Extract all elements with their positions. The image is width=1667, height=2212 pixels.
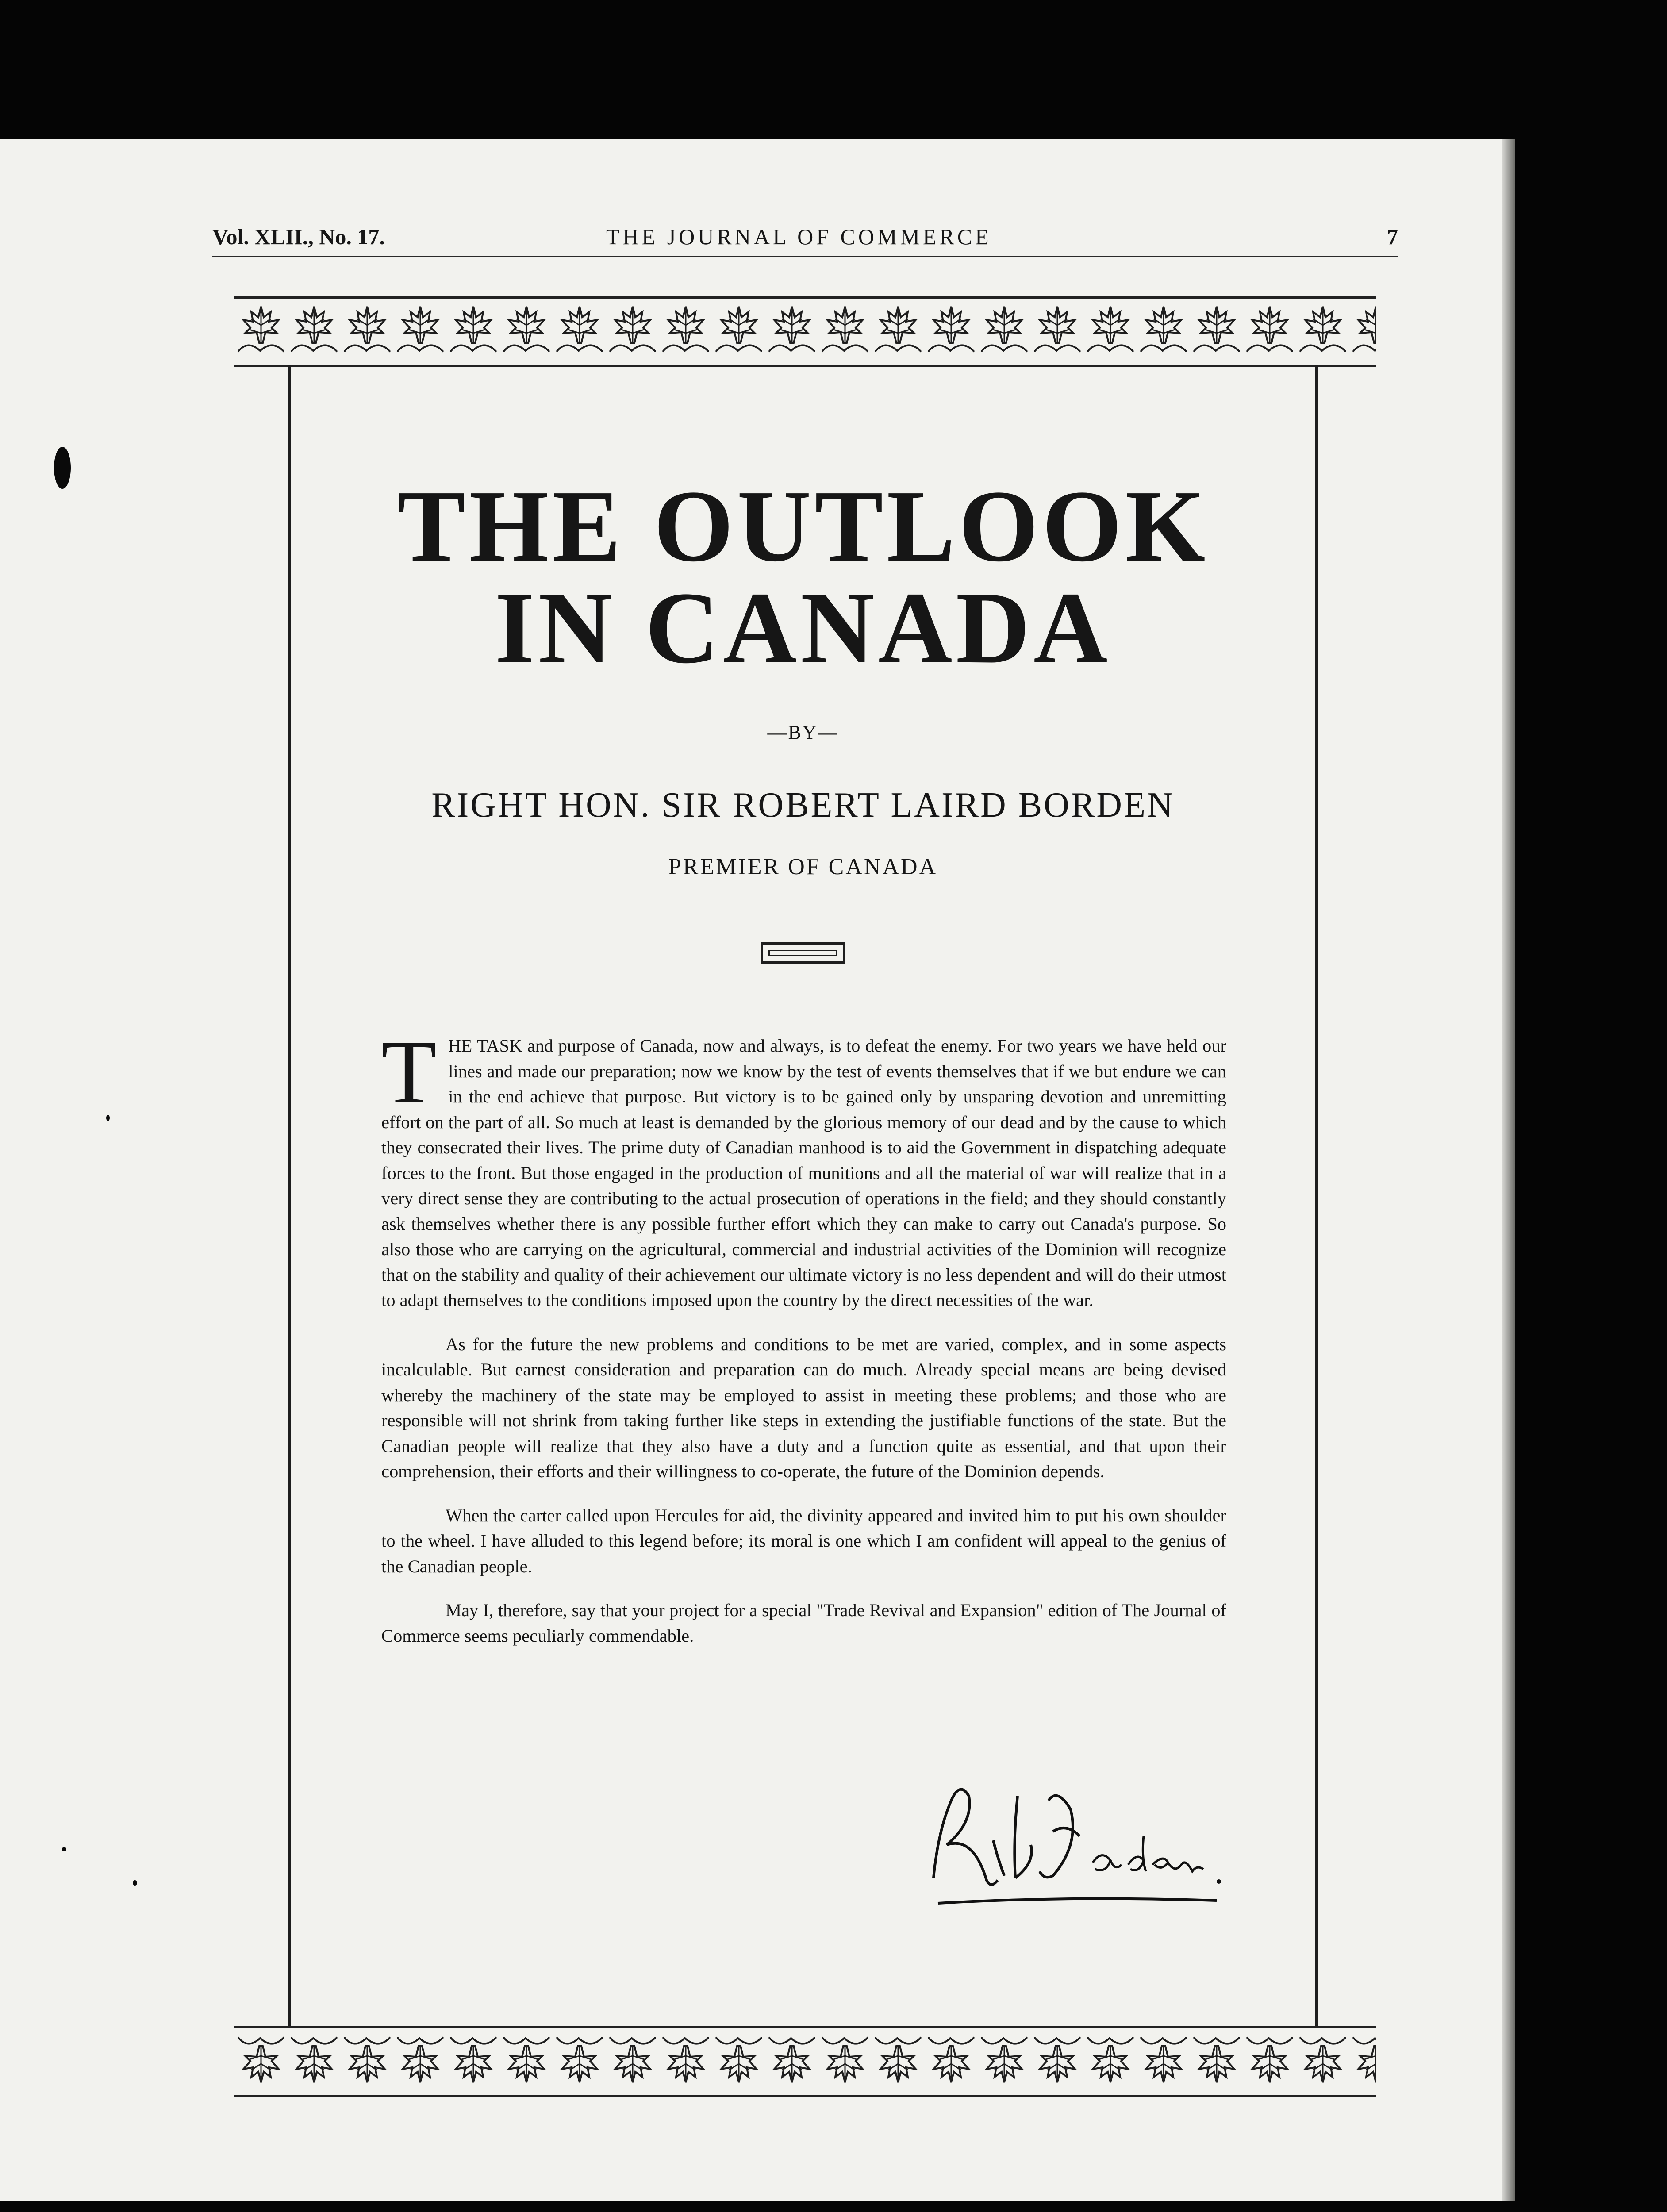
handwritten-signature (920, 1770, 1225, 1916)
page-number: 7 (1387, 224, 1398, 249)
rule-ornament-icon (761, 942, 845, 964)
maple-leaf-border-ornament-top (234, 296, 1376, 367)
maple-leaf-border-icon (234, 2028, 1376, 2090)
paragraph-1 (381, 1022, 1226, 1313)
maple-leaf-border-ornament-bottom (234, 2026, 1376, 2097)
author-title: PREMIER OF CANADA (668, 854, 938, 879)
byline-label: —BY— (767, 722, 839, 743)
signature-icon (920, 1770, 1225, 1916)
author-name: RIGHT HON. SIR ROBERT LAIRD BORDEN (431, 786, 1175, 825)
scan-speck (62, 1847, 66, 1851)
journal-title: THE JOURNAL OF COMMERCE (606, 224, 992, 249)
scan-speck (106, 1115, 110, 1121)
paragraph-4: May I, therefore, say that your project for a special "Trade Revival and Expansion" edition of The Journal of Commerce seems peculiarly commendable. (381, 1600, 1226, 1646)
headline-line-1: THE OUTLOOK (397, 469, 1209, 583)
scan-speck (133, 1880, 137, 1886)
scan-speck (54, 447, 71, 489)
paragraph-3: When the carter called upon Hercules for aid, the divinity appeared and invited him to put his own shoulder to the wheel. I have alluded to this legend before; its moral is one which I am confident will appeal to the genius of the Canadian people. (381, 1505, 1226, 1576)
drop-cap: T (381, 1022, 437, 1122)
article-body (381, 1022, 1226, 1667)
article-headline (288, 469, 1318, 685)
paragraph-2: As for the future the new problems and conditions to be met are varied, complex, and in some aspects incalculable. But earnest consideration and preparation can do much. Already special means are being devised whereby the machinery of the state may be employed to assist in meeting these problems; and those who are responsible will not shrink from taking further like steps in extending the justifiable functions of the state. But the Canadian people will realize that they also have a duty and a function quite as essential, and that upon their comprehension, their efforts and their willingness to co-operate, the future of the Dominion depends. (381, 1334, 1226, 1481)
paragraph-1-text: HE TASK and purpose of Canada, now and always, is to defeat the enemy. For two years we have held our lines and made our preparation; now we know by the test of events themselves that if we but endure we can in the end achieve that purpose. But victory is to be gained only by unsparing devotion and unremitting effort on the part of all. So much at least is demanded by the glorious memory of our dead and by the cause to which they consecrated their lives. The prime duty of Canadian manhood is to aid the Government in dispatching adequate forces to the front. But those engaged in the production of munitions and all the material of war will realize that in a very direct sense they are contributing to the actual prosecution of operations in the field; and they should constantly ask themselves whether there is any possible further effort which they can make to carry out Canada's purpose. So also those who are carrying on the agricultural, commercial and industrial activities of the Dominion will recognize that on the stability and quality of their achievement our ultimate victory is no less dependent and will do their utmost to adapt themselves to the conditions imposed upon the country by the direct necessities of the war. (381, 1036, 1226, 1310)
maple-leaf-border-icon (234, 299, 1376, 361)
volume-number: Vol. XLII., No. 17. (212, 224, 385, 249)
running-head (212, 220, 1398, 257)
headline-line-2: IN CANADA (495, 571, 1111, 685)
page-edge-shadow (1502, 139, 1515, 2201)
